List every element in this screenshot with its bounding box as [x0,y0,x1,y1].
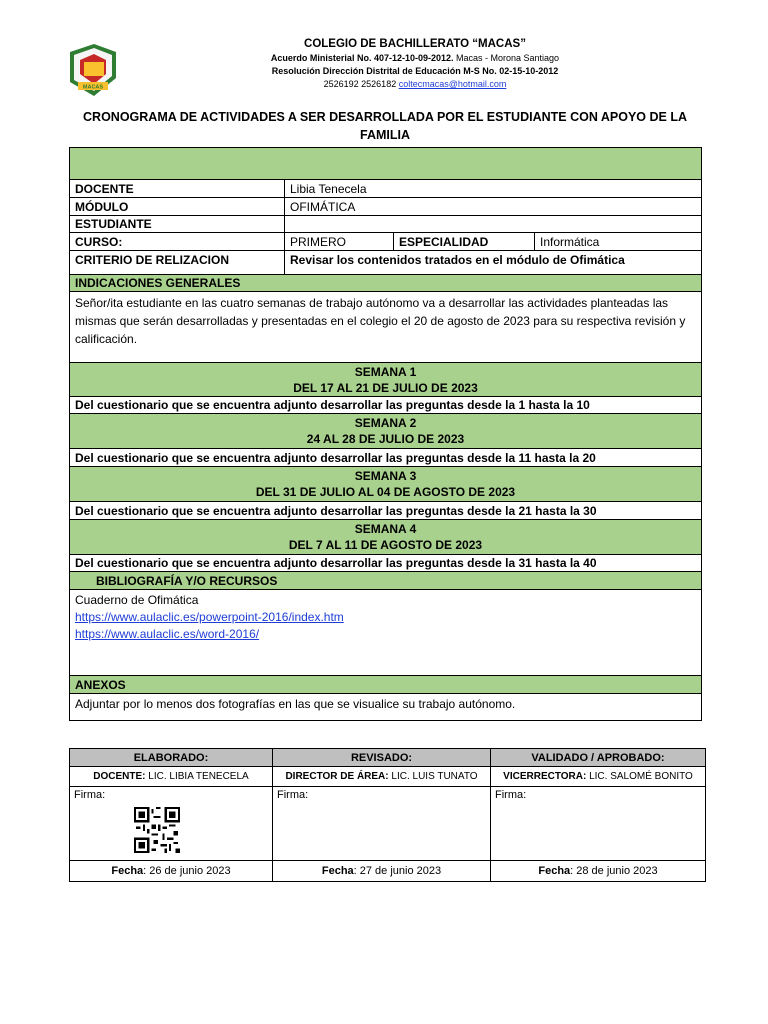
signatures-table [69,748,706,882]
week-3-title: SEMANA 3 [354,469,417,483]
firma-label-3: Firma: [495,789,527,801]
modulo-label: MÓDULO [70,198,285,216]
fecha-label-3: Fecha [538,865,571,877]
anexos-heading: ANEXOS [70,676,702,694]
revisado-person [273,767,491,787]
week-2-header [70,414,702,449]
fecha-value-2: : 27 de junio 2023 [353,865,442,877]
fecha-cell-3 [491,861,706,882]
curso-value: PRIMERO [285,233,394,251]
document-title: CRONOGRAMA DE ACTIVIDADES A SER DESARROLLADA POR EL ESTUDIANTE CON APOYO DE LA FAMILIA [83,110,687,142]
week-1-task: Del cuestionario que se encuentra adjunto desarrollar las preguntas desde la 1 hasta la 10 [70,397,702,414]
especialidad-value: Informática [535,233,702,251]
svg-text:MACAS: MACAS [82,84,104,91]
docente-role: DOCENTE: [93,771,146,782]
director-role: DIRECTOR DE ÁREA: [285,771,389,782]
docente-value: Libia Tenecela [285,180,702,198]
week-2-dates: 24 AL 28 DE JULIO DE 2023 [306,432,465,446]
firma-label-1: Firma: [74,789,106,801]
bibliografia-content [70,590,702,676]
week-2-task: Del cuestionario que se encuentra adjunto desarrollar las preguntas desde la 11 hasta la 20 [70,449,702,467]
green-header-bar [70,148,702,180]
fecha-value-3: : 28 de junio 2023 [570,865,658,877]
fecha-cell-1 [70,861,273,882]
week-4-title: SEMANA 4 [354,522,417,536]
firma-cell-2 [273,787,491,861]
week-1-header [70,363,702,397]
curso-label: CURSO: [70,233,285,251]
docente-label: DOCENTE [70,180,285,198]
schedule-table [69,147,702,721]
anexos-text: Adjuntar por lo menos dos fotografías en las que se visualice su trabajo autónomo. [70,694,702,721]
school-name: COLEGIO DE BACHILLERATO “MACAS” [304,38,526,50]
email-link[interactable]: coltecmacas@hotmail.com [398,79,507,89]
criterio-label: CRITERIO DE RELIZACION [70,251,285,275]
acuerdo-number: Acuerdo Ministerial No. 407-12-10-09-2012. [270,53,454,63]
fecha-label-1: Fecha [111,865,144,877]
estudiante-label: ESTUDIANTE [70,216,285,233]
fecha-label-2: Fecha [321,865,354,877]
week-3-header [70,467,702,502]
qr-code-icon [134,807,180,853]
week-4-dates: DEL 7 AL 11 DE AGOSTO DE 2023 [288,538,483,552]
word-link[interactable]: https://www.aulaclic.es/word-2016/ [75,627,260,641]
elaborado-person [70,767,273,787]
elaborado-header: ELABORADO: [70,749,273,767]
school-logo [60,38,124,102]
vicerrectora-role: VICERRECTORA: [503,771,587,782]
director-name: LIC. LUIS TUNATO [388,771,478,782]
acuerdo-line [140,53,690,63]
bibliografia-heading: BIBLIOGRAFÍA Y/O RECURSOS [70,572,702,590]
estudiante-value [285,216,702,233]
week-1-dates: DEL 17 AL 21 DE JULIO DE 2023 [293,380,478,395]
fecha-value-1: : 26 de junio 2023 [143,865,231,877]
validado-person [491,767,706,787]
week-3-task: Del cuestionario que se encuentra adjunto desarrollar las preguntas desde la 21 hasta la 30 [70,502,702,520]
firma-label-2: Firma: [277,789,309,801]
criterio-value: Revisar los contenidos tratados en el módulo de Ofimática [285,251,702,275]
validado-header: VALIDADO / APROBADO: [491,749,706,767]
phones: 2526192 2526182 [323,79,399,89]
week-4-task: Del cuestionario que se encuentra adjunto desarrollar las preguntas desde la 31 hasta la 40 [70,555,702,572]
revisado-header: REVISADO: [273,749,491,767]
indicaciones-heading: INDICACIONES GENERALES [70,275,702,292]
powerpoint-link[interactable]: https://www.aulaclic.es/powerpoint-2016/index.htm [75,610,344,624]
week-2-title: SEMANA 2 [354,416,417,430]
fecha-cell-2 [273,861,491,882]
contact-line [140,79,690,89]
especialidad-label: ESPECIALIDAD [394,233,535,251]
week-4-header [70,520,702,555]
vicerrectora-name: LIC. SALOMÉ BONITO [586,771,693,782]
resolucion-line: Resolución Dirección Distrital de Educación M-S No. 02-15-10-2012 [271,66,559,76]
bibliografia-item: Cuaderno de Ofimática [75,593,199,607]
docente-name: LIC. LIBIA TENECELA [145,771,249,782]
week-1-title: SEMANA 1 [354,364,417,379]
modulo-value: OFIMÁTICA [285,198,702,216]
firma-cell-3 [491,787,706,861]
firma-cell-1 [70,787,273,861]
week-3-dates: DEL 31 DE JULIO AL 04 DE AGOSTO DE 2023 [255,485,516,499]
indicaciones-text: Señor/ita estudiante en las cuatro semanas de trabajo autónomo va a desarrollar las actividades planteadas las mismas que serán desarrolladas y presentadas en el colegio el 20 de agosto de 2023 para su respectiva revisión y calificación. [70,292,702,363]
acuerdo-place: Macas - Morona Santiago [453,53,560,63]
